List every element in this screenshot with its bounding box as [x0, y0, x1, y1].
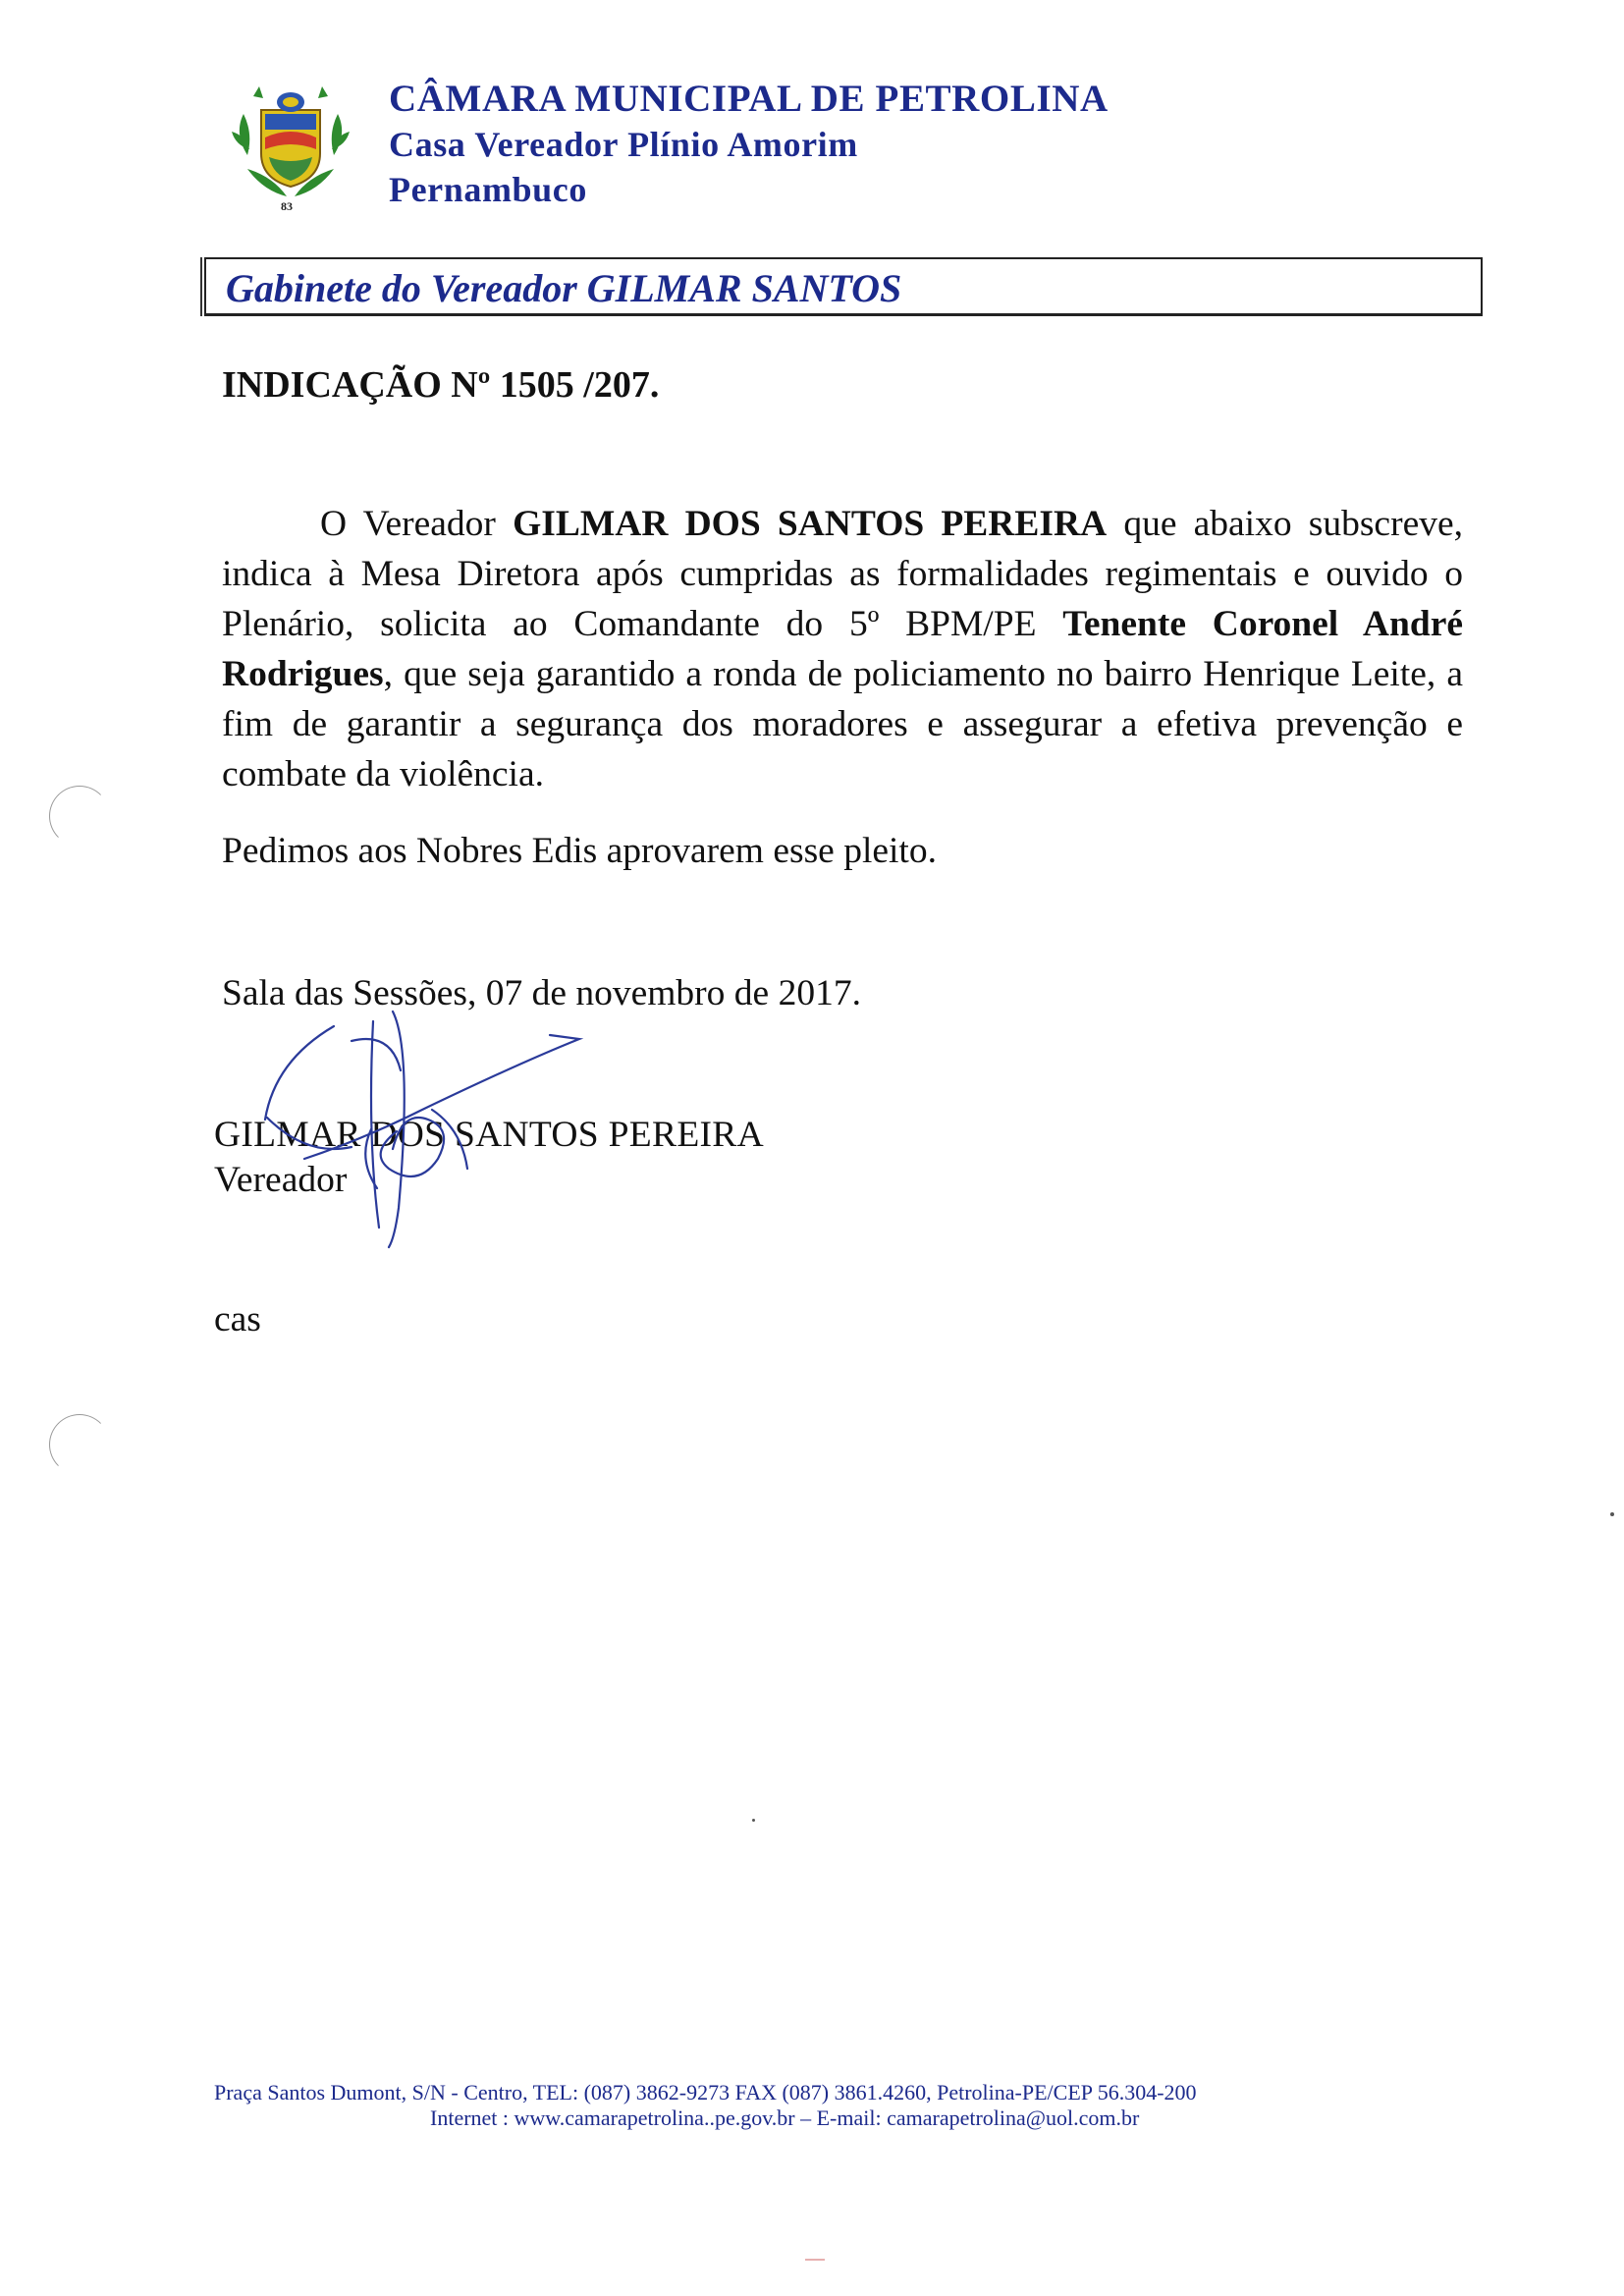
- state-name: Pernambuco: [389, 170, 587, 209]
- scan-speck: [752, 1819, 755, 1822]
- coat-of-arms-logo: [224, 75, 357, 212]
- body-text-2: que abaixo subscreve, indica à Mesa Diretora após cumpridas as formalidades regimentais e ouvido o Plenário, solicita ao Comandante do 5º BPM/PE: [222, 504, 1463, 644]
- scan-mark: [805, 2259, 825, 2261]
- request-line: Pedimos aos Nobres Edis aprovarem esse pleito.: [222, 831, 937, 871]
- body-text-1: O Vereador: [320, 504, 514, 544]
- cabinet-label: Gabinete do Vereador GILMAR SANTOS: [226, 266, 902, 310]
- date-line: Sala das Sessões, 07 de novembro de 2017.: [222, 973, 861, 1013]
- punch-hole-mark: [49, 786, 110, 847]
- signer-name: GILMAR DOS SANTOS PEREIRA: [214, 1115, 765, 1155]
- body-commander-name: Tenente Coronel André Rodrigues: [222, 604, 1463, 694]
- footer-address: Praça Santos Dumont, S/N - Centro, TEL: (087) 3862-9273 FAX (087) 3861.4260, Petrolina-PE/CEP 56.304-200: [214, 2080, 1197, 2105]
- svg-text:83: 83: [281, 199, 293, 212]
- signer-role: Vereador: [214, 1160, 348, 1200]
- institution-name: CÂMARA MUNICIPAL DE PETROLINA: [389, 78, 1109, 120]
- handwritten-signature: [245, 1002, 619, 1257]
- house-name: Casa Vereador Plínio Amorim: [389, 125, 858, 164]
- cabinet-banner: [204, 257, 1483, 316]
- punch-hole-mark: [49, 1414, 110, 1475]
- scan-speck: [1610, 1512, 1614, 1516]
- indicacao-number: INDICAÇÃO Nº 1505 /207.: [222, 364, 660, 406]
- body-paragraph: [222, 499, 1463, 799]
- footer-contact: Internet : www.camarapetrolina..pe.gov.br – E-mail: camarapetrolina@uol.com.br: [430, 2105, 1140, 2130]
- typist-initials: cas: [214, 1299, 261, 1339]
- body-text-3: , que seja garantido a ronda de policiamento no bairro Henrique Leite, a fim de garantir a segurança dos moradores e assegurar a efetiva prevenção e combate da violência.: [222, 654, 1463, 794]
- body-councilman-name: GILMAR DOS SANTOS PEREIRA: [513, 504, 1108, 544]
